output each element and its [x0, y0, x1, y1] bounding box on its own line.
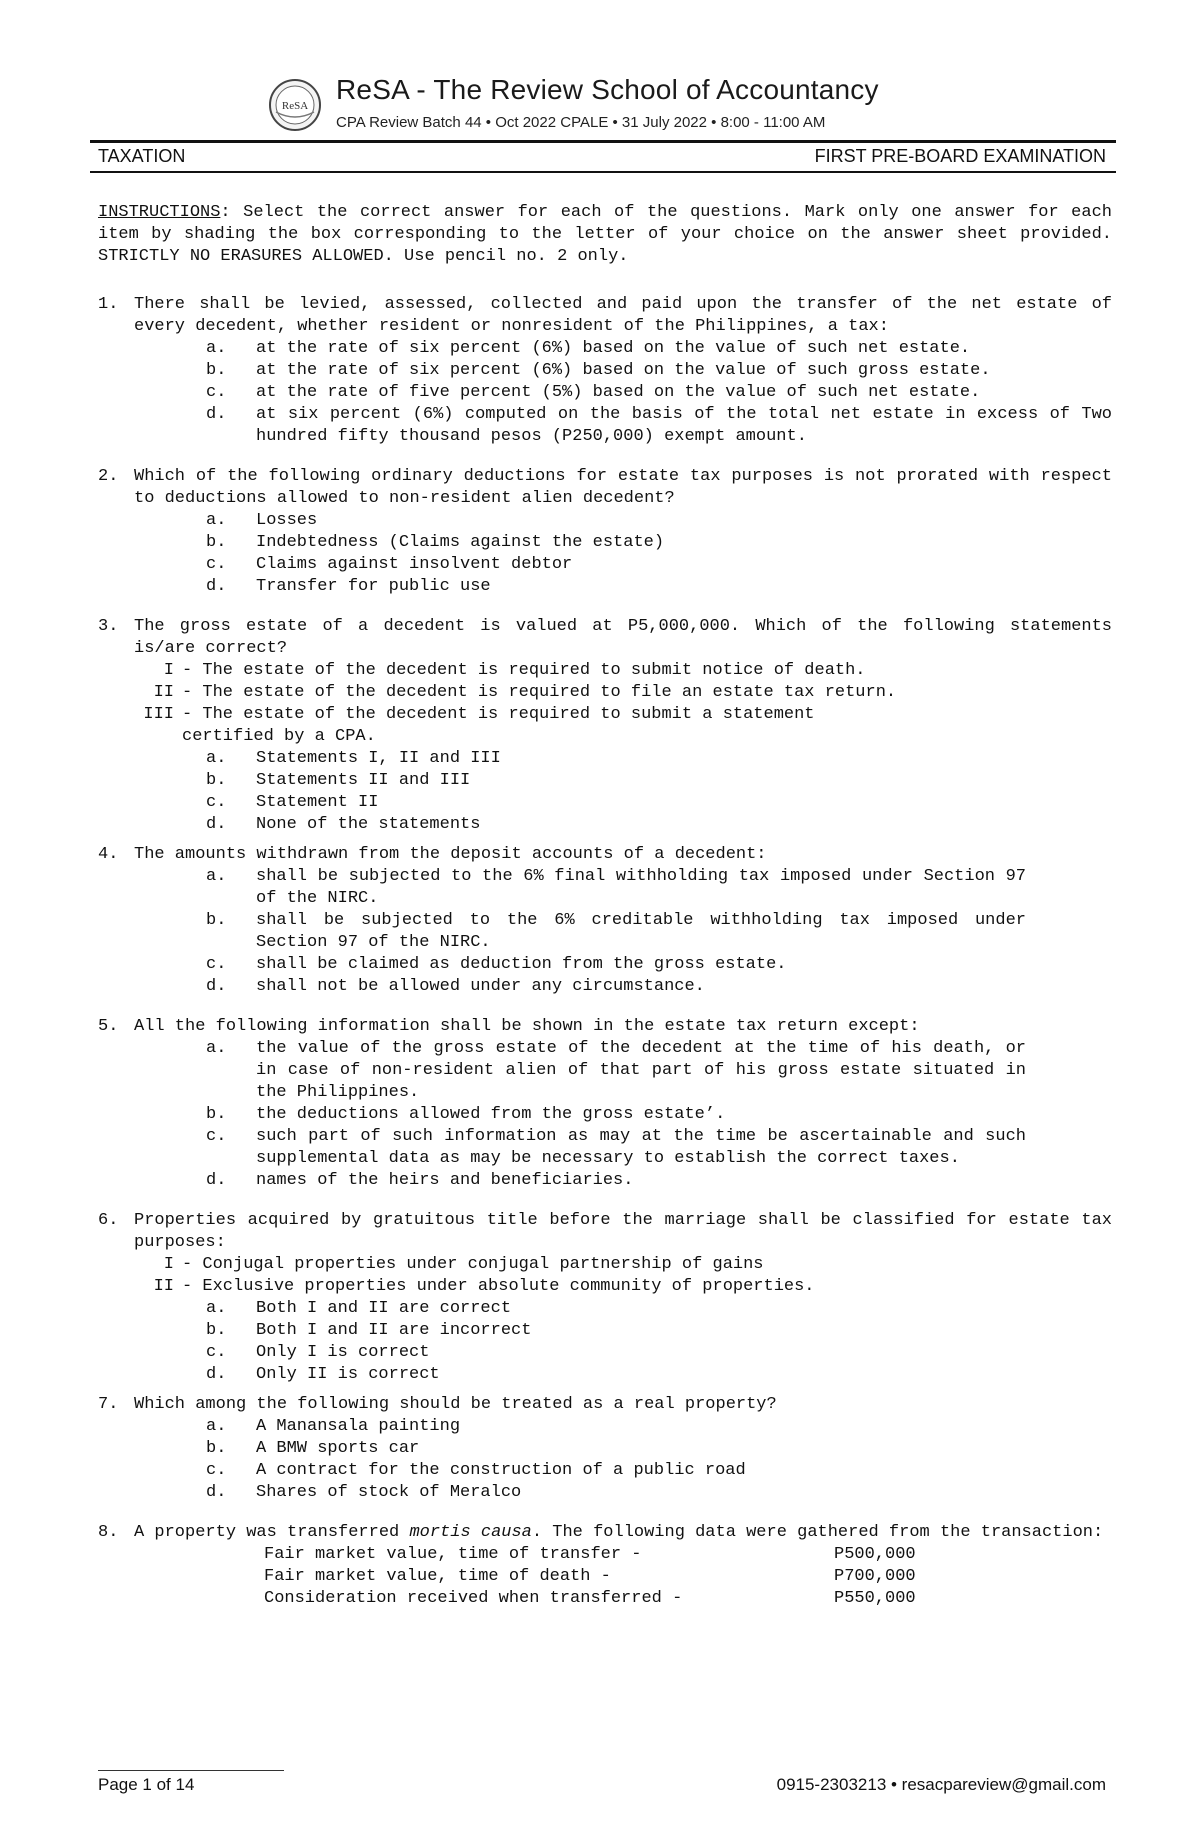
option-c: c. Claims against insolvent debtor [206, 555, 573, 574]
option-b: b. Indebtedness (Claims against the estate) [206, 533, 665, 552]
question-number: 1. [98, 295, 119, 314]
question-number: 6. [98, 1211, 119, 1230]
option-d: d. Shares of stock of Meralco [206, 1483, 522, 1502]
footer-rule [98, 1770, 284, 1771]
question-text: A property was transferred mortis causa. The following data were gathered from the transaction: [134, 1523, 1104, 1542]
option-a: a. Losses [206, 511, 318, 530]
option-a: a. at the rate of six percent (6%) based on the value of such net estate. [206, 339, 971, 358]
options-list [206, 1038, 1026, 1192]
option-a: a. Statements I, II and III [206, 749, 501, 768]
question-2 [98, 466, 1112, 510]
option-d: d. names of the heirs and beneficiaries. [206, 1171, 634, 1190]
question-text: The amounts withdrawn from the deposit accounts of a decedent: [134, 845, 767, 864]
options-list [206, 1298, 1112, 1386]
question-number: 7. [98, 1395, 119, 1414]
option-b: b. Statements II and III [206, 771, 471, 790]
statements-list [134, 660, 1112, 748]
exam-content [98, 202, 1112, 1610]
option-a: a. the value of the gross estate of the decedent at the time of his death, or in case of non-resident alien of that part of his gross estate situated in the Philippines. [206, 1039, 1026, 1102]
statements-list [134, 1254, 1112, 1298]
question-text: Which of the following ordinary deductions for estate tax purposes is not prorated with respect to deductions allowed to non-resident alien decedent? [134, 467, 1112, 508]
question-3 [98, 616, 1112, 660]
option-b: b. at the rate of six percent (6%) based on the value of such gross estate. [206, 361, 991, 380]
question-5 [98, 1016, 1112, 1038]
question-number: 8. [98, 1523, 119, 1542]
statement-2: II - The estate of the decedent is required to file an estate tax return. [153, 683, 897, 702]
option-d: d. at six percent (6%) computed on the basis of the total net estate in excess of Two hundred fifty thousand pesos (P250,000) exempt amount. [206, 405, 1112, 446]
statement-1: I - Conjugal properties under conjugal partnership of gains [163, 1255, 764, 1274]
question-4 [98, 844, 1112, 866]
data-row: Consideration received when transferred - P550,000 [264, 1589, 916, 1608]
resa-logo [268, 78, 322, 132]
instructions [98, 202, 1112, 268]
page-number: Page 1 of 14 [98, 1775, 195, 1794]
option-b: b. A BMW sports car [206, 1439, 420, 1458]
question-number: 2. [98, 467, 119, 486]
exam-title: FIRST PRE-BOARD EXAMINATION [814, 146, 1106, 166]
option-a: a. A Manansala painting [206, 1417, 461, 1436]
data-row: Fair market value, time of transfer - P500,000 [264, 1545, 916, 1564]
option-c: c. at the rate of five percent (5%) based on the value of such net estate. [206, 383, 981, 402]
options-list [206, 866, 1026, 998]
question-number: 3. [98, 617, 119, 636]
question-number: 4. [98, 845, 119, 864]
options-list [206, 338, 1112, 448]
question-6 [98, 1210, 1112, 1254]
statement-3: III - The estate of the decedent is required to submit a statement certified by a CPA. [143, 705, 815, 746]
question-number: 5. [98, 1017, 119, 1036]
option-d: d. None of the statements [206, 815, 481, 834]
school-name: ReSA - The Review School of Accountancy [336, 74, 879, 105]
question-text: Which among the following should be treated as a real property? [134, 1395, 777, 1414]
options-list [206, 1416, 1112, 1504]
header-rule [90, 140, 1116, 143]
logo-text: ReSA [281, 100, 309, 112]
option-a: a. shall be subjected to the 6% final withholding tax imposed under Section 97 of the NIRC. [206, 867, 1026, 908]
option-c: c. A contract for the construction of a public road [206, 1461, 746, 1480]
option-a: a. Both I and II are correct [206, 1299, 512, 1318]
question-text: The gross estate of a decedent is valued at P5,000,000. Which of the following statements is/are correct? [134, 617, 1112, 658]
option-c: c. shall be claimed as deduction from the gross estate. [206, 955, 787, 974]
option-d: d. Only II is correct [206, 1365, 440, 1384]
option-d: d. shall not be allowed under any circumstance. [206, 977, 705, 996]
question-8 [98, 1522, 1112, 1544]
options-list [206, 748, 1112, 836]
instructions-text: : Select the correct answer for each of the questions. Mark only one answer for each item by shading the box corresponding to the letter of your choice on the answer sheet provided. STRICTLY NO ERASURES ALLOWED. Use pencil no. 2 only. [98, 203, 1112, 266]
statement-1: I - The estate of the decedent is required to submit notice of death. [163, 661, 866, 680]
exam-subtitle: CPA Review Batch 44 • Oct 2022 CPALE • 31 July 2022 • 8:00 - 11:00 AM [336, 114, 826, 131]
data-row: Fair market value, time of death - P700,000 [264, 1567, 916, 1586]
transaction-data-table [264, 1544, 1112, 1610]
option-b: b. the deductions allowed from the gross estate’. [206, 1105, 726, 1124]
question-text: There shall be levied, assessed, collected and paid upon the transfer of the net estate of every decedent, whether resident or nonresident of the Philippines, a tax: [134, 295, 1112, 336]
option-c: c. such part of such information as may at the time be ascertainable and such supplemental data as may be necessary to establish the correct taxes. [206, 1127, 1026, 1168]
question-7 [98, 1394, 1112, 1416]
option-b: b. shall be subjected to the 6% creditable withholding tax imposed under Section 97 of the NIRC. [206, 911, 1026, 952]
options-list [206, 510, 1112, 598]
option-c: c. Statement II [206, 793, 379, 812]
option-c: c. Only I is correct [206, 1343, 430, 1362]
option-d: d. Transfer for public use [206, 577, 491, 596]
subject-label: TAXATION [98, 146, 186, 166]
question-text: All the following information shall be shown in the estate tax return except: [134, 1017, 920, 1036]
contact-info: 0915-2303213 • resacpareview@gmail.com [776, 1775, 1106, 1794]
statement-2: II - Exclusive properties under absolute community of properties. [153, 1277, 815, 1296]
instructions-label: INSTRUCTIONS [98, 203, 221, 222]
header-rule-bottom [90, 171, 1116, 173]
question-1 [98, 294, 1112, 338]
option-b: b. Both I and II are incorrect [206, 1321, 532, 1340]
question-text: Properties acquired by gratuitous title before the marriage shall be classified for estate tax purposes: [134, 1211, 1112, 1252]
